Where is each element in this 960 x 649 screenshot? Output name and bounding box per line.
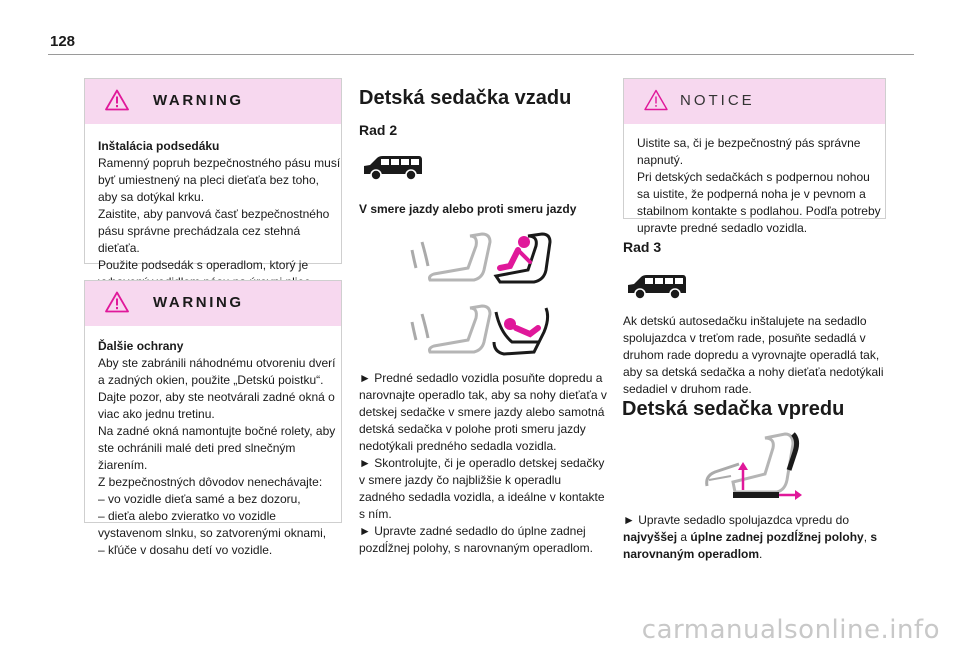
notice-body: Uistite sa, či je bezpečnostný pás správne napnutý. Pri detských sedačkách s podpernou nohou sa uistite, že podperná noha je v pevnom a stabilnom kontakte s podlahou. Podľa potreby upravte predné sedadlo vozidla. xyxy=(637,136,881,235)
front-text-highest: najvyššej xyxy=(623,530,678,544)
front-text-and: a xyxy=(677,530,691,544)
front-text-upright: s narovnaným operadlom xyxy=(623,530,878,561)
warning-box-protection xyxy=(84,280,342,557)
notice-label: NOTICE xyxy=(680,92,755,109)
warning-header xyxy=(85,79,341,124)
header-rule xyxy=(48,54,914,55)
row3-instructions: Ak detskú autosedačku inštalujete na sedadlo spolujazdca v treťom rade, posuňte sedadlá v druhom rade dopredu a vyrovnajte operadlá tak, aby sa detská sedačka a nohy dieťaťa nedotýkali sedadiel v druhom rade. xyxy=(623,314,884,396)
front-seat-adjust-illustration xyxy=(703,430,803,502)
warning-triangle-icon xyxy=(105,89,129,111)
section-heading-front: Detská sedačka vpredu xyxy=(622,398,845,420)
front-text-comma: , xyxy=(863,530,871,544)
front-text-period: . xyxy=(759,547,763,561)
front-seat-instructions xyxy=(623,512,886,563)
row3-title: Rad 3 xyxy=(623,239,662,255)
warning-title: Ďalšie ochrany xyxy=(98,339,184,353)
notice-box xyxy=(623,78,886,235)
warning-body: Aby ste zabránili náhodnému otvoreniu dverí a zadných okien, použite „Detskú poistku“. Dajte pozor, aby ste neotvárali zadné okná o viac ako jednu tretinu. Na zadné okná namontujte bočné rolety, aby ste ochránili malé deti pred slnečným žiarením. Z bezpečnostných dôvodov nenechávajte: – vo vozidle dieťa samé a bez dozoru, – dieťa alebo zvieratko vo vozidle vystavenom slnku, so zatvorenými oknami, – kľúče v dosahu detí vo vozidle. xyxy=(98,356,336,557)
rear-seat-instructions: ► Predné sedadlo vozidla posuňte dopredu a narovnajte operadlo tak, aby sa nohy dieťaťa v detskej sedačke v smere jazdy alebo samotná detská sedačka v polohe proti smeru jazdy nedotýkali predného sedadla vozidla. ► Skontrolujte, či je operadlo detskej sedačky v smere jazdy čo najbližšie k operadlu zadného sedadla vozidla, a ideálne v kontakte s ním. ► Upravte zadné sedadlo do úplne zadnej pozdĺžnej polohy, s narovnaným operadlom. xyxy=(359,371,607,555)
warning-text xyxy=(85,326,341,559)
warning-text xyxy=(85,124,341,291)
notice-header xyxy=(624,79,885,124)
page-number: 128 xyxy=(50,33,76,50)
rear-facing-seat-illustration xyxy=(400,302,560,362)
front-text-1: ► Upravte sedadlo spolujazdca vpredu do xyxy=(623,513,850,527)
warning-label: WARNING xyxy=(153,92,244,109)
warning-title: Inštalácia podsedáku xyxy=(98,139,220,153)
car-icon xyxy=(625,271,689,301)
watermark: carmanualsonline.info xyxy=(641,615,940,645)
direction-title: V smere jazdy alebo proti smeru jazdy xyxy=(359,202,577,216)
warning-triangle-icon xyxy=(105,291,129,313)
section-heading-rear: Detská sedačka vzadu xyxy=(359,87,572,109)
warning-header xyxy=(85,281,341,326)
notice-triangle-icon xyxy=(644,89,668,111)
front-text-rear-position: úplne zadnej pozdĺžnej polohy xyxy=(690,530,864,544)
forward-facing-seat-illustration xyxy=(400,232,560,288)
warning-body: Ramenný popruh bezpečnostného pásu musí byť umiestnený na pleci dieťaťa bez toho, aby sa dotýkal krku. Zaistite, aby panvová časť bezpečnostného pásu správne prechádzala cez stehná dieťaťa. Použite podsedák s operadlom, ktorý je xyxy=(98,156,341,272)
row2-title: Rad 2 xyxy=(359,122,398,138)
car-icon xyxy=(361,152,425,182)
warning-box-installation xyxy=(84,78,342,272)
warning-label: WARNING xyxy=(153,294,244,311)
